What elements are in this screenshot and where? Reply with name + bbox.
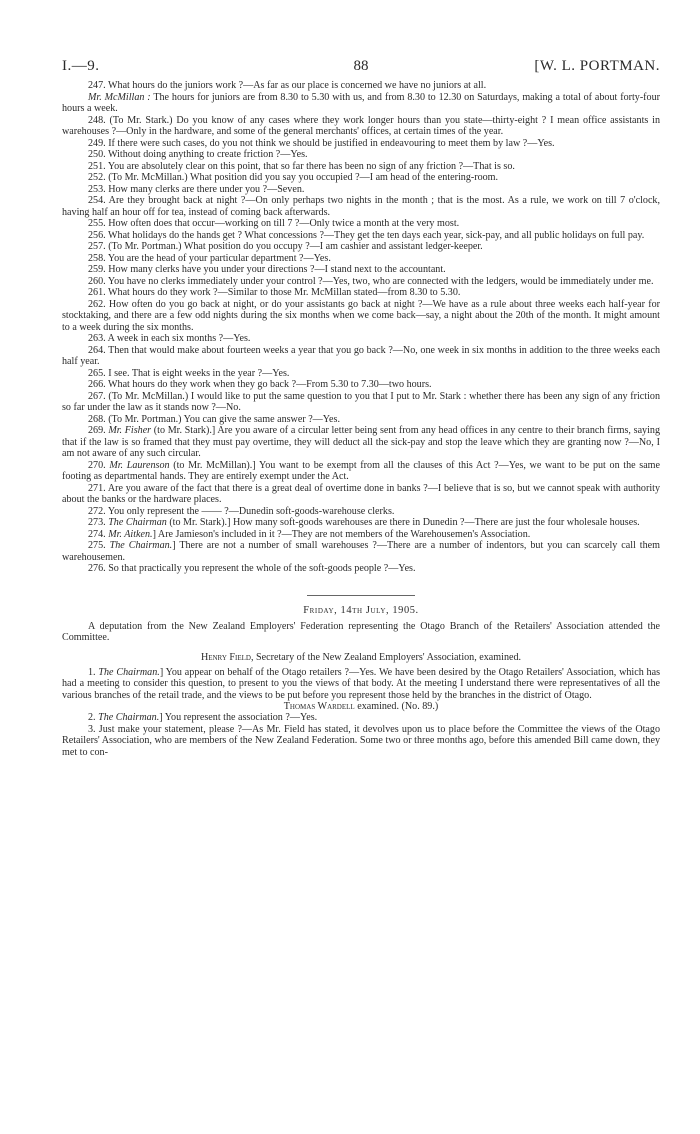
witness-description-1: , Secretary of the New Zealand Employers' Association, examined. — [250, 651, 522, 663]
evidence-block-3 — [62, 712, 660, 758]
speaker-name: Mr. Laurenson — [109, 459, 170, 471]
paragraph-text: 254. Are they brought back at night ?—On only perhaps two nights in the month ; that is the most. As a rule, we work on till 7 o'clock, having half an hour off for tea, instead of coming back afterwards. — [62, 195, 660, 218]
paragraph-text: 272. You only represent the —— ?—Dunedin soft-goods-warehouse clerks. — [88, 505, 395, 517]
paragraph-text: 1. — [88, 666, 99, 678]
evidence-paragraph — [62, 138, 660, 150]
page-header — [62, 54, 660, 80]
evidence-paragraph — [62, 414, 660, 426]
paragraph-text: 270. — [88, 459, 110, 471]
evidence-paragraph — [62, 115, 660, 138]
speaker-name: The Chairman — [108, 517, 167, 528]
paragraph-text: 265. I see. That is eight weeks in the year ?—Yes. — [88, 367, 290, 379]
paragraph-text: (to Mr. Stark).] Are you aware of a circular letter being sent from any head offices in any centre to their branch firms, saying that if the law is so framed that they must pay overtime, they will deduct all the sick-pay and stop the leave which they are granting now ?—No, I am not aware of any such circular. — [62, 425, 660, 459]
evidence-paragraph — [62, 184, 660, 196]
paragraph-text: (to Mr. McMillan).] You want to be exempt from all the clauses of this Act ?—Yes, we want to be put on the same footing as departmental hands. They are entirely exempt under the Act. — [62, 459, 661, 482]
paragraph-text: 2. — [88, 712, 99, 723]
paragraph-text: 252. (To Mr. McMillan.) What position did you say you occupied ?—I am head of the entering-room. — [88, 172, 499, 183]
evidence-paragraph — [62, 172, 660, 184]
paragraph-text: 258. You are the head of your particular department ?—Yes. — [88, 252, 331, 264]
witness-name-1: Henry Field — [200, 651, 251, 663]
paragraph-text: 256. What holidays do the hands get ? What concessions ?—They get the ten days each year, sick-pay, and all public holidays on full pay. — [88, 229, 645, 241]
paragraph-text: 253. How many clerks are there under you ?—Seven. — [88, 183, 305, 195]
paragraph-text: The hours for juniors are from 8.30 to 5.30 with us, and from 8.30 to 12.30 on Saturdays, making a total of about forty-four hours a week. — [62, 91, 660, 114]
speaker-name: The Chairman. — [98, 666, 160, 678]
evidence-paragraph — [62, 345, 660, 368]
witness-name-2: Thomas Wardell — [283, 701, 355, 712]
paragraph-text: ] Are Jamieson's included in it ?—They are not members of the Warehousemen's Association. — [152, 528, 531, 540]
evidence-paragraph — [62, 253, 660, 265]
paragraph-text: 249. If there were such cases, do you not think we should be justified in endeavouring to meet them by law ?—Yes. — [88, 137, 555, 149]
paragraph-text: 251. You are absolutely clear on this point, that so far there has been no sign of any friction ?—That is so. — [88, 160, 515, 172]
paragraph-text: 266. What hours do they work when they go back ?—From 5.30 to 7.30—two hours. — [88, 379, 432, 390]
paragraph-text: 263. A week in each six months ?—Yes. — [88, 333, 251, 344]
evidence-paragraph — [62, 425, 660, 460]
evidence-paragraph — [62, 241, 660, 253]
evidence-paragraph — [62, 712, 660, 724]
speaker-name: The Chairman. — [109, 540, 173, 551]
evidence-paragraph — [62, 517, 660, 529]
evidence-paragraph — [62, 276, 660, 288]
evidence-paragraph — [62, 724, 660, 759]
evidence-block-2 — [62, 667, 660, 702]
paragraph-text: 257. (To Mr. Portman.) What position do you occupy ?—I am cashier and assistant ledger-keeper. — [88, 241, 483, 252]
evidence-paragraph — [62, 529, 660, 541]
paragraph-text: 260. You have no clerks immediately under your control ?—Yes, two, who are connected with the ledgers, would be immediately under me. — [88, 275, 654, 287]
evidence-paragraph — [62, 391, 660, 414]
paragraph-text: 250. Without doing anything to create friction ?—Yes. — [88, 149, 308, 160]
paragraph-text: 276. So that practically you represent the whole of the soft-goods people ?—Yes. — [88, 563, 416, 574]
evidence-paragraph — [62, 460, 660, 483]
evidence-paragraph — [62, 368, 660, 380]
deputation-note: A deputation from the New Zealand Employers' Federation representing the Otago Branch of the Retailers' Association attended the Committee. — [62, 620, 660, 643]
evidence-paragraph — [62, 264, 660, 276]
paragraph-text: (to Mr. Stark).] How many soft-goods warehouses are there in Dunedin ?—There are just the four wholesale houses. — [166, 517, 640, 528]
page-number: 88 — [353, 58, 369, 74]
paragraph-text: 268. (To Mr. Portman.) You can give the same answer ?—Yes. — [88, 413, 340, 425]
evidence-paragraph — [62, 287, 660, 299]
evidence-paragraph — [62, 149, 660, 161]
evidence-paragraph — [62, 540, 660, 563]
evidence-paragraph — [62, 667, 660, 702]
evidence-paragraph — [62, 299, 660, 334]
paragraph-text: 264. Then that would make about fourteen weeks a year that you go back ?—No, one week in six months in addition to the three weeks each half year. — [62, 344, 660, 367]
evidence-paragraph — [62, 483, 660, 506]
document-page — [62, 54, 660, 758]
paragraph-text: 261. What hours do they work ?—Similar to those Mr. McMillan stated—from 8.30 to 5.30. — [88, 287, 461, 298]
paragraph-text: 274. — [88, 528, 109, 540]
paragraph-text: 269. — [88, 425, 109, 436]
witness-heading-2 — [62, 701, 660, 712]
witness-description-2: examined. (No. 89.) — [354, 701, 439, 712]
paragraph-text: 275. — [88, 540, 110, 551]
witness-heading-1 — [62, 652, 660, 663]
speaker-name: Mr. Aitken. — [108, 528, 153, 540]
witness-running-head: [W. L. PORTMAN. — [534, 58, 660, 74]
paragraph-text: ] There are not a number of small warehouses ?—There are a number of indentors, but you can scarcely call them warehousemen. — [62, 540, 660, 563]
evidence-paragraph — [62, 92, 660, 115]
speaker-name: The Chairman. — [98, 712, 160, 723]
evidence-paragraph — [62, 218, 660, 230]
section-divider — [307, 595, 415, 596]
speaker-name: Mr. McMillan : — [88, 91, 151, 103]
evidence-paragraph — [62, 80, 660, 92]
session-date: Friday, 14th July, 1905. — [303, 604, 419, 616]
evidence-paragraph — [62, 333, 660, 345]
evidence-paragraph — [62, 230, 660, 242]
speaker-name: Mr. Fisher — [108, 425, 152, 436]
paragraph-text: 267. (To Mr. McMillan.) I would like to put the same question to you that I put to Mr. Stark : whether there has been any sign of any friction so far under the law as it stands now ?—No. — [62, 390, 660, 413]
parliamentary-paper-reference: I.—9. — [62, 58, 100, 74]
paragraph-text: 247. What hours do the juniors work ?—As far as our place is concerned we have no juniors at all. — [88, 80, 487, 91]
evidence-paragraph — [62, 195, 660, 218]
paragraph-text: 273. — [88, 517, 109, 528]
paragraph-text: ] You represent the association ?—Yes. — [159, 712, 318, 723]
paragraph-text: 271. Are you aware of the fact that there is a great deal of overtime done in banks ?—I believe that is so, but we cannot speak with authority about the banks or the hardware places. — [62, 482, 660, 505]
evidence-paragraph — [62, 161, 660, 173]
evidence-paragraph — [62, 563, 660, 575]
evidence-paragraph — [62, 506, 660, 518]
paragraph-text: ] You appear on behalf of the Otago retailers ?—Yes. We have been desired by the Otago Retailers' Association, which has had a meeting to consider this question, to present to you the views of that body. At the meeting I understand there were representatives of all the various branches of the retail trade, and the views to be put before you represent those held by the branches in the district of Otago. — [62, 666, 661, 701]
paragraph-text: 255. How often does that occur—working on till 7 ?—Only twice a month at the very most. — [88, 218, 460, 229]
evidence-paragraph — [62, 379, 660, 391]
paragraph-text: 3. Just make your statement, please ?—As Mr. Field has stated, it devolves upon us to place before the Committee the views of the Otago Retailers' Association, who are members of the New Zealand Federation. Some two or three months ago, before this amended Bill came down, they met to con- — [62, 723, 660, 758]
paragraph-text: 262. How often do you go back at night, or do your assistants go back at night ?—We have as a rule about three weeks each half-year for stocktaking, and there are a few odd nights during the six months when we come back—say, a night about the 20th of the month. It might amount to a week during the six months. — [62, 298, 660, 333]
paragraph-text: 248. (To Mr. Stark.) Do you know of any cases where they work longer hours than you state—thirty-eight ? I mean office assistants in warehouses ?—Only in the hardware, and some of the general merchants' offices, at certain times of the year. — [62, 114, 660, 137]
paragraph-text: 259. How many clerks have you under your directions ?—I stand next to the accountant. — [88, 264, 446, 275]
evidence-block-1 — [62, 80, 660, 575]
